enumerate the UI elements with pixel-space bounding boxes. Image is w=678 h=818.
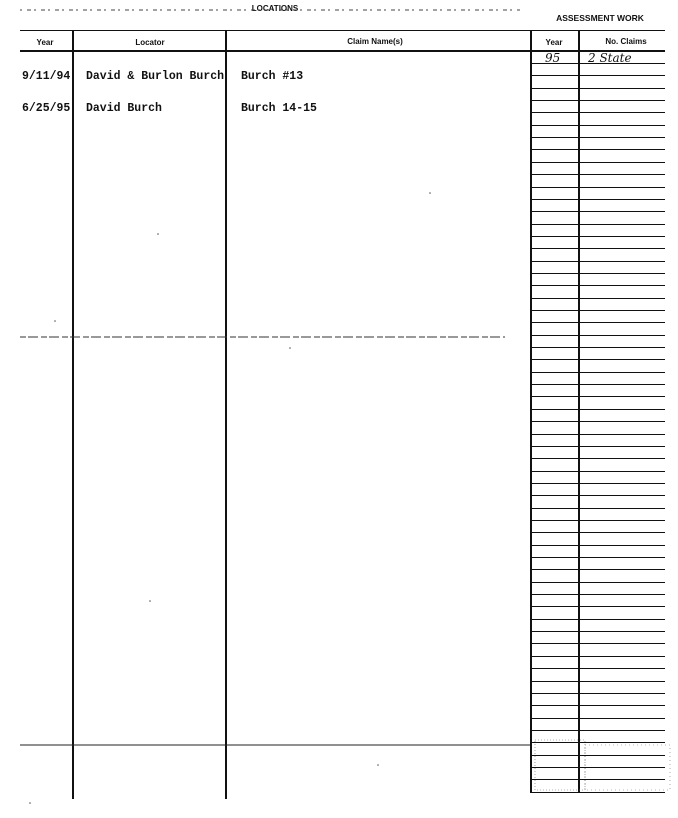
assessment-row-rule	[531, 631, 665, 632]
assessment-row-rule	[531, 137, 665, 138]
assessment-row-rule	[531, 261, 665, 262]
location-row-1-year: 9/11/94	[22, 70, 71, 83]
assessment-row-rule	[531, 174, 665, 175]
assessment-row-rule	[531, 396, 665, 397]
assessment-row-rule	[531, 705, 665, 706]
assessment-row-rule	[531, 347, 665, 348]
assessment-row-rule	[531, 779, 665, 780]
column-header-claim-names: Claim Name(s)	[347, 37, 403, 46]
assessment-work-title: ASSESSMENT WORK	[556, 13, 644, 23]
assessment-row-rule	[531, 594, 665, 595]
assessment-row-rule	[531, 359, 665, 360]
assessment-row-rule	[531, 409, 665, 410]
assessment-row-rule	[531, 668, 665, 669]
assessment-row-rule	[531, 458, 665, 459]
assessment-row-rule	[531, 483, 665, 484]
assessment-row-rule	[531, 446, 665, 447]
column-header-no-claims: No. Claims	[605, 37, 647, 46]
assessment-row-rule	[531, 693, 665, 694]
assessment-row-rule	[531, 582, 665, 583]
assessment-row-rule	[531, 88, 665, 89]
assessment-row-rule	[531, 606, 665, 607]
assessment-row-rule	[531, 224, 665, 225]
assessment-row-rule	[531, 322, 665, 323]
assessment-row-rule	[531, 718, 665, 719]
location-row-1-locator: David & Burlon Burch	[86, 70, 225, 83]
location-row-2-year: 6/25/95	[22, 102, 71, 115]
assessment-row-rule	[531, 545, 665, 546]
assessment-row-rule	[531, 532, 665, 533]
location-row-2-claim: Burch 14-15	[241, 102, 317, 115]
assessment-row-rule	[531, 755, 665, 756]
assessment-row-rule	[531, 384, 665, 385]
assessment-row-rule	[531, 767, 665, 768]
locations-title: LOCATIONS	[251, 4, 299, 13]
assessment-row-rule	[531, 372, 665, 373]
assessment-row-rule	[531, 187, 665, 188]
column-header-assessment-year: Year	[545, 38, 563, 47]
column-header-year: Year	[36, 38, 54, 47]
assessment-row-rule	[531, 125, 665, 126]
assessment-row-rule	[531, 792, 665, 793]
assessment-row-rule	[531, 310, 665, 311]
assessment-row-rule	[531, 285, 665, 286]
assessment-row-rule	[531, 471, 665, 472]
assessment-row-rule	[531, 681, 665, 682]
assessment-row-rule	[531, 236, 665, 237]
assessment-row-rule	[531, 211, 665, 212]
assessment-row-rule	[531, 273, 665, 274]
assessment-row-rule	[531, 112, 665, 113]
assessment-row-rule	[531, 557, 665, 558]
assessment-row-rule	[531, 248, 665, 249]
assessment-row-rule	[531, 656, 665, 657]
location-row-2-locator: David Burch	[86, 102, 162, 115]
assessment-row-rule	[531, 508, 665, 509]
assessment-row-rule	[531, 335, 665, 336]
column-header-locator: Locator	[135, 38, 165, 47]
assessment-row-rule	[531, 520, 665, 521]
location-row-1-claim: Burch #13	[241, 70, 304, 83]
assessment-row-rule	[531, 100, 665, 101]
assessment-row-rule	[531, 742, 665, 743]
assessment-row-rule	[531, 199, 665, 200]
assessment-row-rule	[531, 495, 665, 496]
assessment-row-rule	[531, 149, 665, 150]
assessment-row-rule	[531, 619, 665, 620]
assessment-row-rule	[531, 643, 665, 644]
assessment-row-rule	[531, 162, 665, 163]
assessment-row-1-no-claims: 2 State	[588, 51, 632, 65]
assessment-row-rule	[531, 75, 665, 76]
assessment-row-rule	[531, 421, 665, 422]
assessment-row-rule	[531, 434, 665, 435]
assessment-row-1-year: 95	[545, 51, 561, 65]
assessment-row-rule	[531, 730, 665, 731]
assessment-row-rule	[531, 569, 665, 570]
assessment-row-rule	[531, 298, 665, 299]
